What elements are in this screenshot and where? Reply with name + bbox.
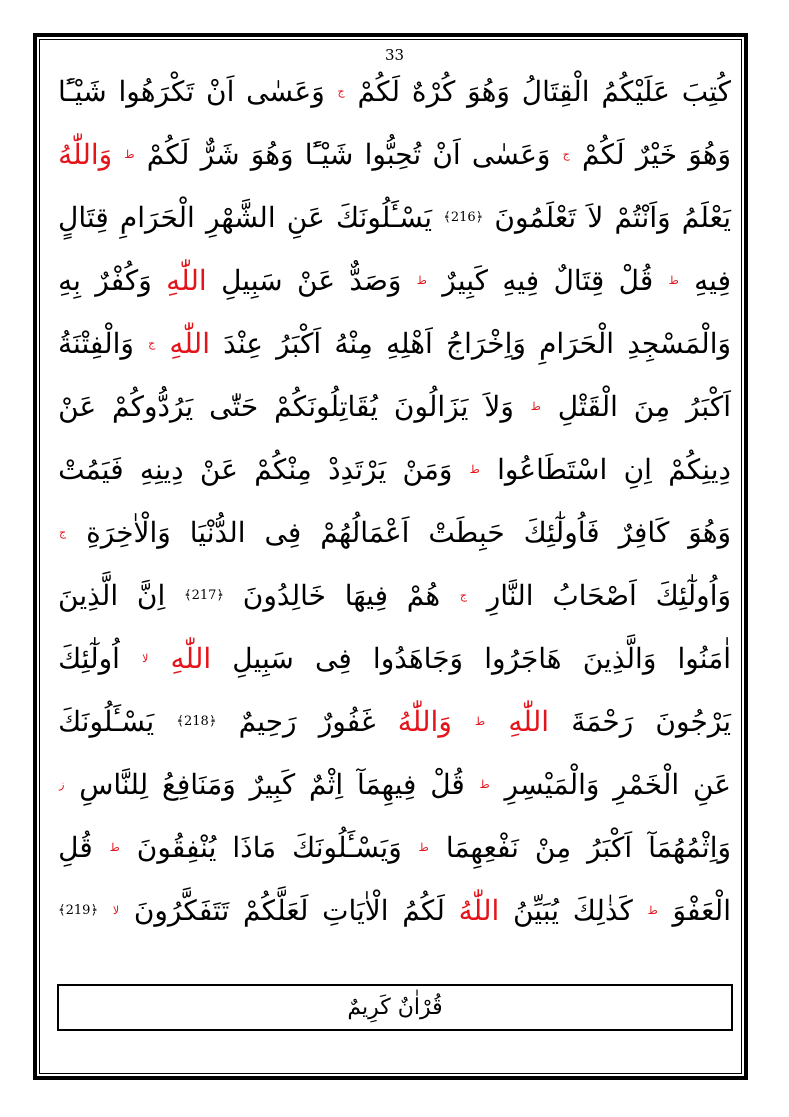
text-line <box>58 501 731 564</box>
pause-mark: ج <box>459 589 467 602</box>
word: شَيْـًٔا <box>58 74 107 108</box>
word: شَيْـًٔا <box>304 137 354 171</box>
word: لَكُمْ <box>357 74 401 108</box>
word: وَعَسٰى <box>246 74 325 108</box>
word: وَالْاٰخِرَةِ <box>86 515 171 549</box>
word: وَالْمَيْسِرِ <box>504 767 600 801</box>
word: الدُّنْيَا <box>189 515 246 549</box>
text-line <box>58 312 731 375</box>
word: وَمَنْ <box>402 452 453 486</box>
divine-name: اللّٰهِ <box>166 263 207 297</box>
word: اَعْمَالُهُمْ <box>320 515 410 549</box>
word: اَصْحَابُ <box>552 578 637 612</box>
word: لاَ <box>587 200 604 234</box>
word: اسْتَطَاعُوا <box>497 452 608 486</box>
word: اَكْبَرُ <box>685 389 731 423</box>
word: وَمَنَافِعُ <box>161 767 236 801</box>
word: وَيَسْـَٔلُونَكَ <box>292 830 402 864</box>
word: وَاِخْرَاجُ <box>446 326 526 360</box>
word: اُولٰٓئِكَ <box>58 641 120 675</box>
word: هُمْ <box>406 578 441 612</box>
word: يَسْـَٔلُونَكَ <box>58 704 155 738</box>
word: عَنِ <box>286 200 325 234</box>
text-line <box>58 60 731 123</box>
word: الْخَمْرِ <box>613 767 680 801</box>
word: سَبِيلِ <box>232 641 294 675</box>
divine-name: وَاللّٰهُ <box>58 137 113 171</box>
word: هَاجَرُوا <box>484 641 562 675</box>
word: كَبِيرٌ <box>442 263 488 297</box>
word: الشَّهْرِ <box>205 200 276 234</box>
word: عَنْ <box>199 452 238 486</box>
divine-name: اللّٰهِ <box>169 326 210 360</box>
word: فِيهِ <box>694 263 731 297</box>
word: الْحَرَامِ <box>119 200 195 234</box>
word: سَبِيلِ <box>221 263 283 297</box>
pause-mark: ط <box>530 400 541 413</box>
word: اَهْلِهِ <box>386 326 433 360</box>
word: النَّارِ <box>486 578 534 612</box>
word: يَرْتَدِدْ <box>328 452 387 486</box>
pause-mark: ج <box>148 337 156 350</box>
word: وَكُفْرٌ <box>95 263 152 297</box>
word: وَاِثْمُهُمَآ <box>648 830 731 864</box>
word: دِينِكُمْ <box>668 452 731 486</box>
divine-name: اللّٰهُ <box>458 893 500 927</box>
word: يَرُدُّوكُمْ <box>112 389 194 423</box>
word: الْقَتْلِ <box>557 389 618 423</box>
pause-mark: لا <box>112 904 120 917</box>
word: عَلَيْكُمُ <box>601 74 670 108</box>
word: اِنَّ <box>136 578 166 612</box>
word: وَصَدٌّ <box>349 263 402 297</box>
word: وَهُوَ <box>688 515 731 549</box>
pause-mark: ط <box>479 778 490 791</box>
word: يَسْـَٔلُونَكَ <box>335 200 433 234</box>
text-line <box>58 438 731 501</box>
word: كَذٰلِكَ <box>572 893 633 927</box>
word: مَاذَا <box>232 830 277 864</box>
divine-name: وَاللّٰهُ <box>397 704 452 738</box>
word: شَرٌّ <box>200 137 240 171</box>
text-line <box>58 627 731 690</box>
word: وَعَسٰى <box>471 137 551 171</box>
word: عَنْ <box>58 389 97 423</box>
word: الْاٰيَاتِ <box>322 893 389 927</box>
word: لِلنَّاسِ <box>79 767 149 801</box>
footer-title: قُرْاٰنٌ كَرِيمٌ <box>347 995 443 1020</box>
pause-mark: ج <box>337 85 345 98</box>
word: دِينِهِ <box>139 452 184 486</box>
word: كَافِرٌ <box>618 515 670 549</box>
word: اَنْ <box>432 137 461 171</box>
word: الْحَرَامِ <box>539 326 615 360</box>
word: يُبَيِّنُ <box>512 893 559 927</box>
word: قُلِ <box>58 830 93 864</box>
text-line <box>58 564 731 627</box>
word: عِنْدَ <box>223 326 263 360</box>
text-block <box>58 60 731 942</box>
word: فِيهَا <box>344 578 388 612</box>
word: كُتِبَ <box>681 74 731 108</box>
word: لَكُمْ <box>581 137 625 171</box>
word: الْقِتَالُ <box>521 74 590 108</box>
word: فِى <box>264 515 302 549</box>
word: كُرْهٌ <box>411 74 456 108</box>
word: قِتَالٌ <box>553 263 605 297</box>
word: يَزَالُونَ <box>393 389 469 423</box>
text-line <box>58 249 731 312</box>
word: تَعْلَمُونَ <box>494 200 577 234</box>
page-number: 33 <box>384 46 405 64</box>
word: لَعَلَّكُمْ <box>242 893 309 927</box>
word: فَاُولٰٓئِكَ <box>523 515 600 549</box>
pause-mark: ج <box>562 148 570 161</box>
word: وَهُوَ <box>250 137 294 171</box>
divine-name: اللّٰهِ <box>170 641 212 675</box>
word: يَرْجُونَ <box>655 704 731 738</box>
word: رَحْمَةَ <box>571 704 634 738</box>
word: الَّذِينَ <box>58 578 119 612</box>
word: تَتَفَكَّرُونَ <box>133 893 230 927</box>
word: وَالْمَسْجِدِ <box>627 326 731 360</box>
verse-number: ﴿217﴾ <box>183 588 225 603</box>
pause-mark: ط <box>668 274 679 287</box>
word: اَكْبَرُ <box>276 326 322 360</box>
divine-name: اللّٰهِ <box>508 704 550 738</box>
pause-mark: ز <box>59 778 65 791</box>
word: نَفْعِهِمَا <box>445 830 519 864</box>
text-line <box>58 123 731 186</box>
word: لَكُمْ <box>146 137 190 171</box>
text-line <box>58 879 731 942</box>
word: وَهُوَ <box>688 137 731 171</box>
footer-title-box <box>57 984 733 1031</box>
word: اِثْمٌ <box>308 767 344 801</box>
word: يَعْلَمُ <box>681 200 731 234</box>
pause-mark: ط <box>416 274 427 287</box>
word: عَنِ <box>692 767 731 801</box>
text-line <box>58 753 731 816</box>
verse-number: ﴿219﴾ <box>58 903 99 918</box>
word: وَاُولٰٓئِكَ <box>655 578 731 612</box>
word: قُلْ <box>618 263 654 297</box>
word: تُحِبُّوا <box>364 137 422 171</box>
word: فِى <box>315 641 352 675</box>
word: وَالْفِتْنَةُ <box>58 326 134 360</box>
verse-number: ﴿218﴾ <box>176 714 217 729</box>
word: عَنْ <box>297 263 336 297</box>
pause-mark: لا <box>142 652 149 665</box>
text-line <box>58 375 731 438</box>
word: يُنْفِقُونَ <box>136 830 217 864</box>
word: حَبِطَتْ <box>428 515 505 549</box>
verse-number: ﴿216﴾ <box>443 210 484 225</box>
word: فِيهِمَآ <box>356 767 417 801</box>
word: وَاَنْتُمْ <box>614 200 671 234</box>
word: اِنِ <box>623 452 652 486</box>
word: تَكْرَهُوا <box>118 74 195 108</box>
word: رَحِيمٌ <box>238 704 297 738</box>
word: بِهِ <box>58 263 81 297</box>
word: خَيْرٌ <box>635 137 678 171</box>
word: حَتّٰى <box>209 389 259 423</box>
word: مِنْكُمْ <box>254 452 312 486</box>
word: فَيَمُتْ <box>58 452 124 486</box>
word: يُقَاتِلُونَكُمْ <box>274 389 378 423</box>
pause-mark: ط <box>124 148 135 161</box>
word: وَالَّذِينَ <box>582 641 657 675</box>
word: قُلْ <box>430 767 465 801</box>
word: وَجَاهَدُوا <box>372 641 464 675</box>
pause-mark: ط <box>469 463 480 476</box>
word: قِتَالٍ <box>58 200 109 234</box>
word: اٰمَنُوا <box>677 641 731 675</box>
pause-mark: ط <box>475 715 486 728</box>
word: وَهُوَ <box>467 74 510 108</box>
word: فِيهِ <box>502 263 540 297</box>
word: غَفُورٌ <box>318 704 376 738</box>
word: خَالِدُونَ <box>242 578 326 612</box>
text-line <box>58 690 731 753</box>
word: مِنْ <box>534 830 572 864</box>
word: وَلاَ <box>484 389 514 423</box>
word: اَكْبَرُ <box>587 830 633 864</box>
word: اَنْ <box>206 74 235 108</box>
pause-mark: ج <box>59 526 67 539</box>
text-line <box>58 186 731 249</box>
word: مِنْهُ <box>334 326 373 360</box>
pause-mark: ط <box>418 841 429 854</box>
text-line <box>58 816 731 879</box>
pause-mark: ط <box>647 904 658 917</box>
word: لَكُمُ <box>402 893 445 927</box>
word: كَبِيرٌ <box>249 767 296 801</box>
word: مِنَ <box>633 389 671 423</box>
word: الْعَفْوَ <box>672 893 731 927</box>
pause-mark: ط <box>109 841 120 854</box>
